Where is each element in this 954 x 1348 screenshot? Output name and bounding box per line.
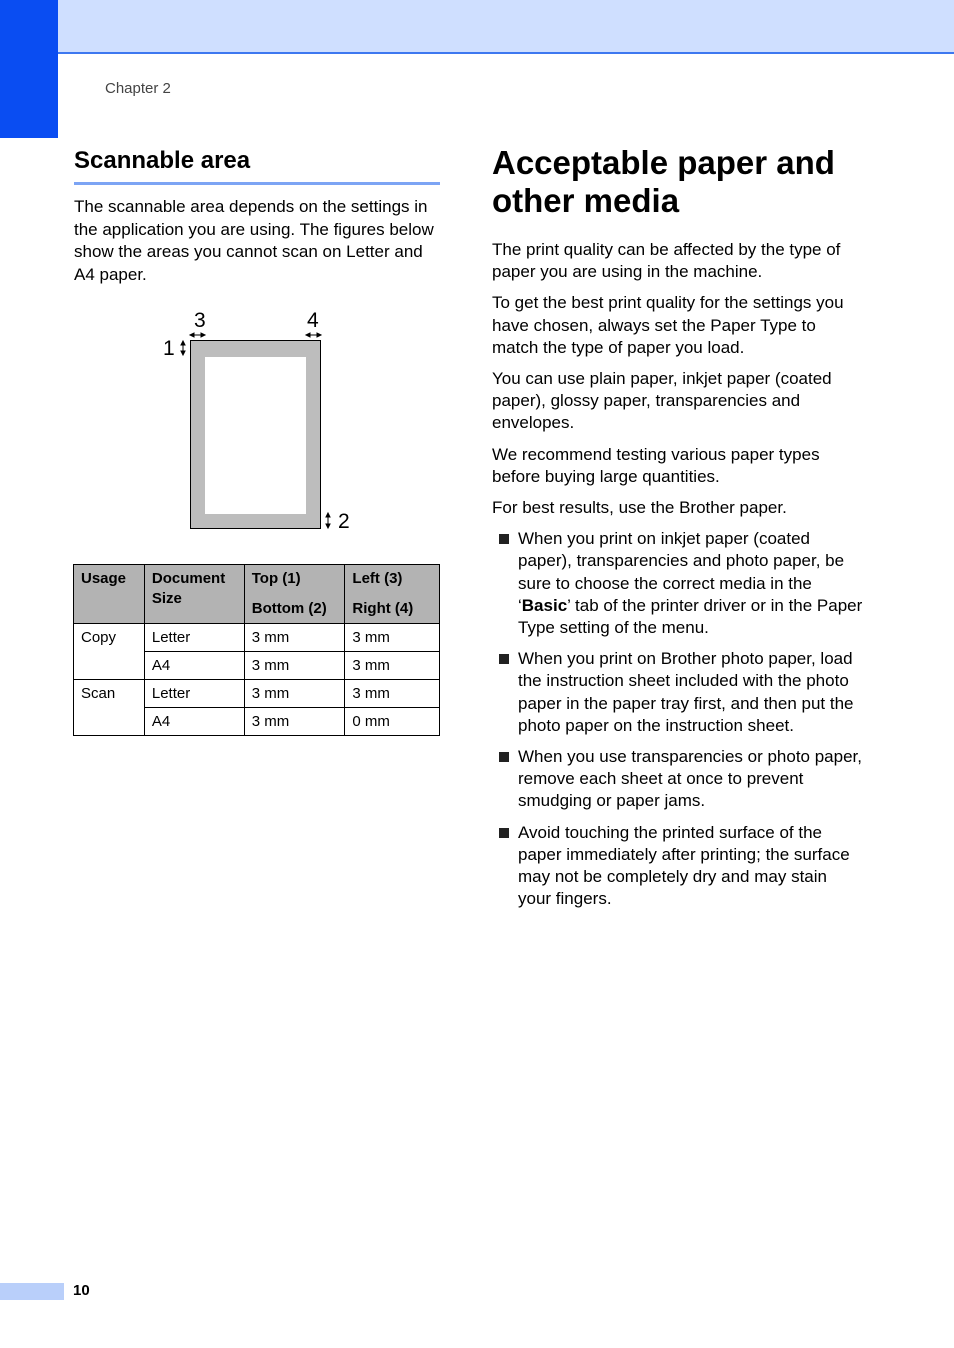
- chapter-label: Chapter 2: [105, 80, 171, 97]
- label-1: 1: [163, 337, 175, 360]
- scannable-area-paragraph: The scannable area depends on the settings in the application you are using. The figures below show the areas you cannot scan on Letter and A4 paper.: [74, 197, 434, 284]
- header-right: Right (4): [352, 600, 414, 617]
- left-right-cell: 3 mm: [345, 624, 440, 652]
- table-header-row: [74, 565, 440, 624]
- left-right-cell: 3 mm: [345, 652, 440, 680]
- top-bottom-cell: 3 mm: [244, 652, 345, 680]
- table-row: [74, 624, 440, 652]
- top-bottom-cell: 3 mm: [244, 680, 345, 708]
- header-band: [0, 0, 954, 54]
- square-bullet-icon: [499, 654, 509, 664]
- scan-margin-table: [73, 564, 440, 736]
- list-item: [492, 528, 864, 639]
- header-top: Top (1): [251, 570, 301, 587]
- usage-cell: Copy: [74, 624, 145, 680]
- page-number: 10: [73, 1282, 90, 1299]
- left-right-cell: 0 mm: [345, 708, 440, 736]
- label-4: 4: [307, 309, 319, 332]
- acceptable-paper-heading: Acceptable paper and other media: [492, 144, 835, 219]
- size-cell: A4: [144, 708, 244, 736]
- bullet-text: When you use transparencies or photo paper, remove each sheet at once to prevent smudging or paper jams.: [518, 747, 862, 811]
- basic-tab-name: Basic: [521, 595, 568, 615]
- square-bullet-icon: [499, 752, 509, 762]
- paragraph: For best results, use the Brother paper.: [492, 498, 787, 518]
- left-margin-arrow: [190, 333, 205, 337]
- header-bottom: Bottom (2): [251, 600, 327, 617]
- bullet-text-after: ’ tab of the printer driver or in the Paper Type setting of the menu.: [518, 595, 863, 638]
- top-margin-arrow: [181, 341, 185, 355]
- list-item: [492, 648, 864, 737]
- top-bottom-cell: 3 mm: [244, 708, 345, 736]
- paper-margin-figure: [150, 300, 370, 540]
- right-margin-arrow: [306, 333, 321, 337]
- chapter-tab-marker: [0, 0, 58, 138]
- paragraph: We recommend testing various paper types before buying large quantities.: [492, 444, 820, 486]
- bottom-margin-arrow: [326, 513, 330, 528]
- usage-cell: Scan: [74, 680, 145, 736]
- footer-bar: [0, 1283, 64, 1300]
- paragraph: The print quality can be affected by the type of paper you are using in the machine.: [492, 240, 841, 282]
- bullet-text: When you print on Brother photo paper, load the instruction sheet included with the photo paper in the paper tray first, and then put the photo paper on the instruction sheet.: [518, 649, 854, 735]
- paragraph: To get the best print quality for the settings you have chosen, always set the Paper Type to match the type of paper you load.: [492, 293, 844, 357]
- bullet-text-before: When you print on inkjet paper (coated paper), transparencies and photo paper, be sure to choose the correct media in the ‘: [518, 529, 845, 615]
- label-2: 2: [338, 510, 350, 533]
- table-row: [74, 680, 440, 708]
- tips-list: [492, 528, 864, 910]
- size-cell: Letter: [144, 680, 244, 708]
- size-cell: Letter: [144, 624, 244, 652]
- left-right-cell: 3 mm: [345, 680, 440, 708]
- top-bottom-cell: 3 mm: [244, 624, 345, 652]
- header-document-size: Document Size: [144, 565, 244, 624]
- size-cell: A4: [144, 652, 244, 680]
- header-left-right: [345, 565, 440, 624]
- paragraph: You can use plain paper, inkjet paper (coated paper), glossy paper, transparencies and envelopes.: [492, 369, 832, 433]
- label-3: 3: [194, 309, 206, 332]
- header-usage: Usage: [74, 565, 145, 624]
- square-bullet-icon: [499, 534, 509, 544]
- scannable-area-diagram: [150, 300, 370, 540]
- list-item: [492, 822, 864, 911]
- square-bullet-icon: [499, 828, 509, 838]
- scannable-region: [205, 357, 306, 514]
- bullet-text: Avoid touching the printed surface of the paper immediately after printing; the surface may not be completely dry and may stain your fingers.: [518, 822, 850, 909]
- header-left: Left (3): [352, 570, 403, 587]
- acceptable-paper-body: [492, 239, 864, 919]
- header-top-bottom: [244, 565, 345, 624]
- scannable-area-heading: Scannable area: [74, 146, 440, 185]
- list-item: [492, 746, 864, 813]
